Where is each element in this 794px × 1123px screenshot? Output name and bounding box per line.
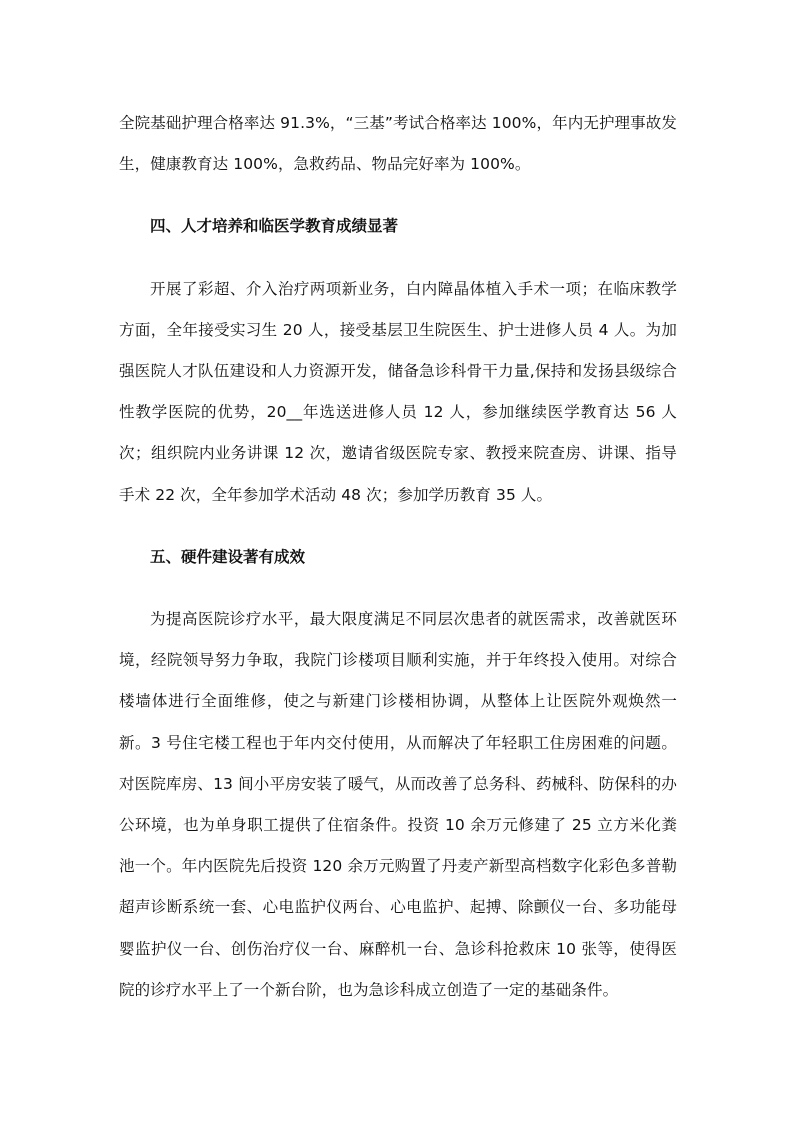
paragraph-hardware: 为提高医院诊疗水平，最大限度满足不同层次患者的就医需求，改善就医环境，经院领导努力争取，我院门诊楼项目顺利实施，并于年终投入使用。对综合楼墙体进行全面维修，使之与新建门诊楼相协调，从整体上让医院外观焕然一新。3 号住宅楼工程也于年内交付使用，从而解决了年轻职工住房困难的问题。对医院库房、13 间小平房安装了暖气，从而改善了总务科、药械科、防保科的办公环境，也为单身职工提供了住宿条件。投资 10 余万元修建了 25 立方米化粪池一个。年内医院先后投资 120 余万元购置了丹麦产新型高档数字化彩色多普勒超声诊断系统一套、心电监护仪两台、心电监护、起搏、除颤仪一台、多功能母婴监护仪一台、创伤治疗仪一台、麻醉机一台、急诊科抢救床 10 张等，使得医院的诊疗水平上了一个新台阶，也为急诊科成立创造了一定的基础条件。 bbox=[119, 610, 677, 999]
section-spacer bbox=[119, 516, 677, 537]
paragraph-nursing-results: 全院基础护理合格率达 91.3%，“三基”考试合格率达 100%，年内无护理事故发生，健康教育达 100%，急救药品、物品完好率为 100%。 bbox=[119, 114, 677, 174]
paragraph-talent-training: 开展了彩超、介入治疗两项新业务，白内障晶体植入手术一项；在临床教学方面，全年接受实习生 20 人，接受基层卫生院医生、护士进修人员 4 人。为加强医院人才队伍建设和人力资源开发，储备急诊科骨干力量,保持和发扬县级综合性教学医院的优势，20__年选送进修人员 12 人，参加继续医学教育达 56 人次；组织院内业务讲课 12 次，邀请省级医院专家、教授来院查房、讲课、指导手术 22 次，全年参加学术活动 48 次；参加学历教育 35 人。 bbox=[119, 279, 677, 504]
document-body bbox=[119, 103, 677, 1011]
section-spacer bbox=[119, 578, 677, 599]
section-heading-talent-training: 四、人才培养和临医学教育成绩显著 bbox=[150, 217, 399, 236]
section-spacer bbox=[119, 185, 677, 206]
section-heading-hardware: 五、硬件建设著有成效 bbox=[150, 547, 306, 566]
section-spacer bbox=[119, 248, 677, 269]
